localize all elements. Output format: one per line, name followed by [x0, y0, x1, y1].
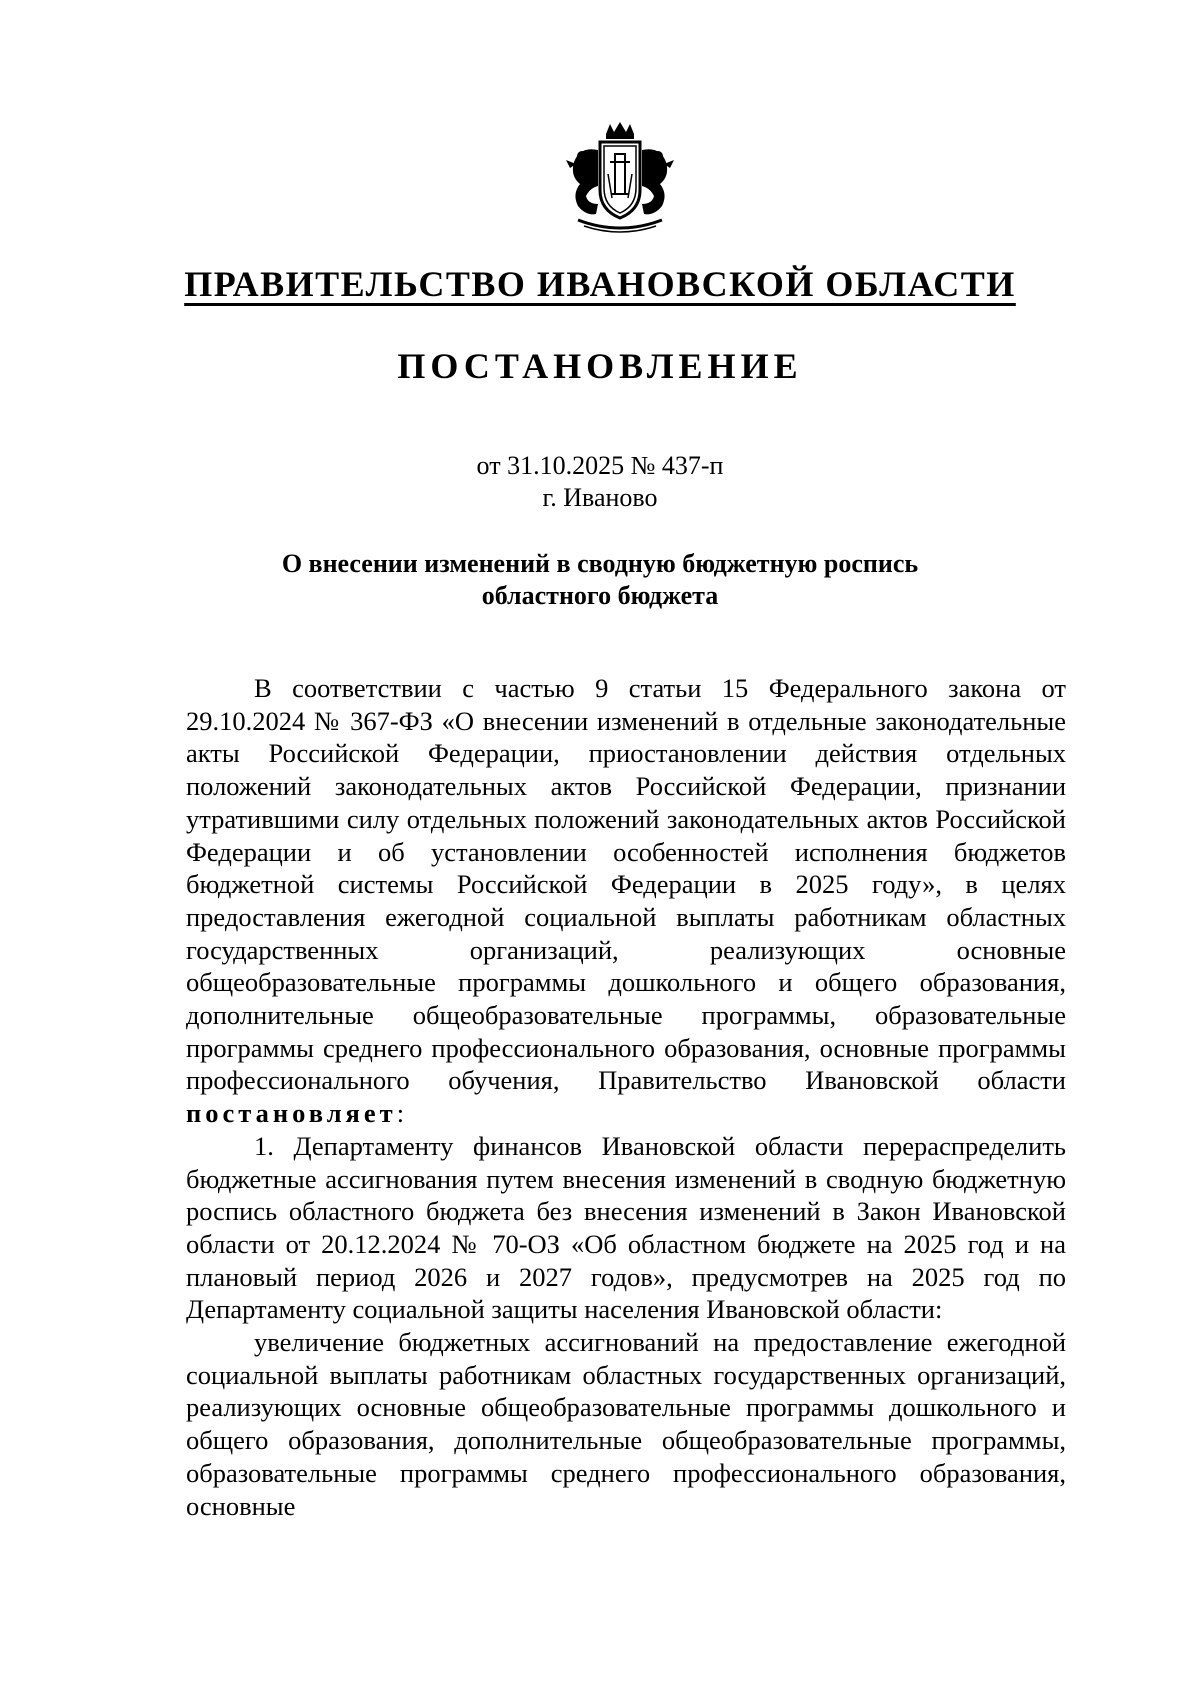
paragraph-preamble — [186, 672, 1066, 1130]
government-title-text: ПРАВИТЕЛЬСТВО ИВАНОВСКОЙ ОБЛАСТИ — [184, 264, 1016, 304]
government-title — [0, 262, 1200, 306]
ivanovo-coat-of-arms-icon — [560, 120, 680, 238]
preamble-text: В соответствии с частью 9 статьи 15 Федерального закона от 29.10.2024 № 367-ФЗ «О внесении изменений в отдельные законодательные акты Российской Федерации, приостановлении действия отдельных положений законодательных актов Российской Федерации, признании утратившими силу отдельных положений законодательных актов Российской Федерации и об установлении особенностей исполнения бюджетов бюджетной системы Российской Федерации в 2025 году», в целях предоставления ежегодной социальной выплаты работникам областных государственных организаций, реализующих основные общеобразовательные программы дошкольного и общего образования, дополнительные общеобразовательные программы, образовательные программы среднего профессионального образования, основные программы профессионального обучения, Правительство Ивановской области — [186, 673, 1066, 1096]
document-type: ПОСТАНОВЛЕНИЕ — [397, 346, 803, 386]
subject-line-2: областного бюджета — [481, 581, 719, 610]
decree-keyword: постановляет — [186, 1098, 397, 1129]
paragraph-item-1: 1. Департаменту финансов Ивановской области перераспределить бюджетные ассигнования путем внесения изменений в сводную бюджетную роспись областного бюджета без внесения изменений в Закон Ивановской области от 20.12.2024 № 70-ОЗ «Об областном бюджете на 2025 год и на плановый период 2026 и 2027 годов», предусмотрев на 2025 год по Департаменту социальной защиты населения Ивановской области: — [186, 1130, 1066, 1325]
document-date-number: от 31.10.2025 № 437-п — [476, 451, 724, 480]
preamble-colon: : — [396, 1098, 405, 1129]
paragraph-increase: увеличение бюджетных ассигнований на предоставление ежегодной социальной выплаты работникам областных государственных организаций, реализующих основные общеобразовательные программы дошкольного и общего образования, дополнительные общеобразовательные программы, образовательные программы среднего профессионального образования, основные — [186, 1327, 1066, 1521]
document-city: г. Иваново — [542, 483, 658, 512]
document-body — [186, 672, 1066, 1522]
document-subject — [200, 548, 1000, 612]
subject-line-1: О внесении изменений в сводную бюджетную роспись — [281, 549, 919, 578]
